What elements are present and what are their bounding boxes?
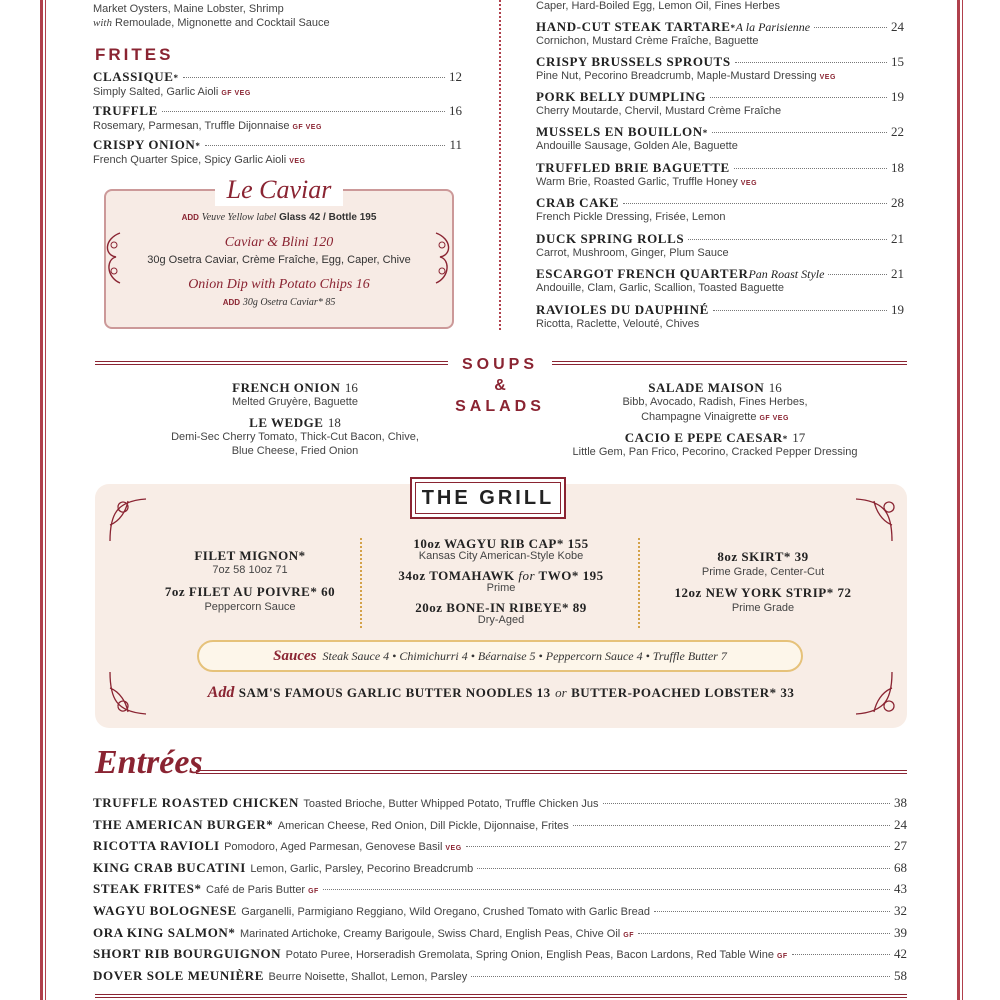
appetizer-desc: Andouille Sausage, Golden Ale, Baguette (536, 140, 738, 152)
grill-skirt-desc: Prime Grade, Center-Cut (701, 566, 825, 578)
caviar-title: Le Caviar (226, 175, 332, 204)
frites-desc-classique: Simply Salted, Garlic Aioli GF VEG (93, 86, 251, 98)
corner-flourish-icon (846, 495, 896, 545)
grill-add-line: Add SAM'S FAMOUS GARLIC BUTTER NOODLES 13 or BUTTER-POACHED LOBSTER* 33 (207, 684, 795, 701)
grill-divider-left (360, 538, 362, 628)
appetizer-item: DUCK SPRING ROLLS 21 (536, 231, 904, 246)
corner-flourish-icon (106, 495, 156, 545)
right-top-desc: Caper, Hard-Boiled Egg, Lemon Oil, Fines Herbes (536, 0, 780, 12)
appetizer-item: CRISPY BRUSSELS SPROUTS 15 (536, 54, 904, 69)
appetizer-desc: Cornichon, Mustard Crème Fraîche, Baguette (536, 35, 759, 47)
grill-tomahawk-desc: Prime (486, 582, 516, 594)
entrees-title: Entrées (95, 744, 203, 781)
appetizer-desc: Warm Brie, Roasted Garlic, Truffle Honey VEG (536, 176, 758, 188)
salad-le-wedge-desc1: Demi-Sec Cherry Tomato, Thick-Cut Bacon, Chive, (171, 431, 419, 443)
soups-title: SOUPS (461, 356, 538, 373)
salad-caesar-desc: Little Gem, Pan Frico, Pecorino, Cracked Pepper Dressing (572, 446, 858, 458)
grill-wagyu-desc: Kansas City American-Style Kobe (418, 550, 584, 562)
caviar-blini-desc: 30g Osetra Caviar, Crème Fraîche, Egg, Caper, Chive (147, 254, 411, 266)
grill-poivre-name: 7oz FILET AU POIVRE* 60 (164, 584, 336, 599)
entree-item: WAGYU BOLOGNESE Garganelli, Parmigiano Reggiano, Wild Oregano, Crushed Tomato with Garlic Bread 32 (93, 903, 907, 918)
entree-item: STEAK FRITES* Café de Paris Butter GF 43 (93, 881, 907, 897)
raw-bar-desc-line1: Market Oysters, Maine Lobster, Shrimp (93, 3, 284, 15)
appetizer-item: TRUFFLED BRIE BAGUETTE 18 (536, 160, 904, 175)
raw-bar-desc-line2: with Remoulade, Mignonette and Cocktail Sauce (93, 17, 330, 29)
grill-skirt-name: 8oz SKIRT* 39 (717, 549, 809, 564)
sauces-box: Sauces Steak Sauce 4 • Chimichurri 4 • Béarnaise 5 • Peppercorn Sauce 4 • Truffle Butter 7 (197, 640, 803, 672)
appetizer-item: HAND-CUT STEAK TARTARE * A la Parisienne 24 (536, 19, 904, 34)
entree-item: RICOTTA RAVIOLI Pomodoro, Aged Parmesan, Genovese Basil VEG 27 (93, 838, 907, 854)
salad-le-wedge: LE WEDGE 18 (249, 415, 341, 430)
appetizer-desc: Andouille, Clam, Garlic, Scallion, Toasted Baguette (536, 282, 785, 294)
onion-dip-add: ADD 30g Osetra Caviar* 85 (222, 297, 336, 308)
frites-item-crispy-onion: CRISPY ONION * 11 (93, 137, 462, 152)
appetizer-desc: Ricotta, Raclette, Velouté, Chives (536, 318, 700, 330)
appetizer-item: ESCARGOT FRENCH QUARTER Pan Roast Style 21 (536, 266, 904, 281)
appetizer-desc: Pine Nut, Pecorino Breadcrumb, Maple-Mustard Dressing VEG (536, 70, 836, 82)
salad-le-wedge-desc2: Blue Cheese, Fried Onion (231, 445, 359, 457)
appetizer-item: RAVIOLES DU DAUPHINÉ 19 (536, 302, 904, 317)
appetizer-item: MUSSELS EN BOUILLON * 22 (536, 124, 904, 139)
caviar-add-line: ADD Veuve Yellow label Glass 42 / Bottle 195 (181, 212, 377, 223)
entrees-rule (196, 770, 907, 774)
appetizer-desc: Cherry Moutarde, Chervil, Mustard Crème Fraîche (536, 105, 782, 117)
grill-title-box (410, 477, 566, 519)
soups-amp: & (494, 377, 506, 394)
entree-item: ORA KING SALMON* Marinated Artichoke, Creamy Barigoule, Swiss Chard, English Peas, Chive Oil GF 39 (93, 924, 907, 940)
entree-item: THE AMERICAN BURGER* American Cheese, Red Onion, Dill Pickle, Dijonnaise, Frites 24 (93, 816, 907, 832)
soups-rule-right (552, 361, 907, 365)
grill-divider-right (638, 538, 640, 628)
caviar-blini-name: Caviar & Blini 120 (224, 235, 334, 250)
salad-maison-desc1: Bibb, Avocado, Radish, Fines Herbes, (622, 396, 808, 408)
grill-ribeye-desc: Dry-Aged (477, 614, 525, 626)
entree-item: DOVER SOLE MEUNIÈRE Beurre Noisette, Shallot, Lemon, Parsley 58 (93, 967, 907, 983)
grill-wagyu-name: 10oz WAGYU RIB CAP* 155 (413, 536, 589, 551)
grill-nystrip-name: 12oz NEW YORK STRIP* 72 (674, 585, 852, 600)
soups-rule-left (95, 361, 448, 365)
salad-maison: SALADE MAISON 16 (648, 380, 782, 395)
salads-title: SALADS (455, 398, 545, 415)
frites-item-truffle: TRUFFLE 16 (93, 103, 462, 118)
caviar-title-plate (215, 174, 343, 206)
soup-french-onion: FRENCH ONION 16 (232, 380, 358, 395)
entree-item: TRUFFLE ROASTED CHICKEN Toasted Brioche, Butter Whipped Potato, Truffle Chicken Jus 38 (93, 795, 907, 810)
grill-filet-name: FILET MIGNON* (194, 548, 306, 563)
grill-nystrip-desc: Prime Grade (731, 602, 795, 614)
soup-french-onion-desc: Melted Gruyère, Baguette (232, 396, 358, 408)
frites-desc-crispy-onion: French Quarter Spice, Spicy Garlic Aioli VEG (93, 154, 306, 166)
grill-filet-sizes: 7oz 58 10oz 71 (212, 564, 288, 576)
appetizer-item: CRAB CAKE 28 (536, 195, 904, 210)
frites-desc-truffle: Rosemary, Parmesan, Truffle Dijonnaise GF VEG (93, 120, 322, 132)
grill-tomahawk-name: 34oz TOMAHAWK for TWO* 195 (398, 568, 604, 583)
salad-maison-desc2: Champagne Vinaigrette GF VEG (641, 411, 789, 423)
bottom-rule (95, 994, 907, 998)
entree-item: SHORT RIB BOURGUIGNON Potato Puree, Horseradish Gremolata, Spring Onion, English Peas, Bacon Lardons, Red Table Wine GF 42 (93, 946, 907, 962)
frites-item-classique: CLASSIQUE * 12 (93, 69, 462, 84)
entree-item: KING CRAB BUCATINI Lemon, Garlic, Parsley, Pecorino Breadcrumb 68 (93, 859, 907, 875)
right-border (957, 0, 960, 1000)
grill-title: THE GRILL (415, 482, 561, 514)
left-border (40, 0, 43, 1000)
appetizer-desc: Carrot, Mushroom, Ginger, Plum Sauce (536, 247, 729, 259)
salad-caesar: CACIO E PEPE CAESAR* 17 (624, 430, 806, 445)
grill-ribeye-name: 20oz BONE-IN RIBEYE* 89 (415, 600, 587, 615)
onion-dip-name: Onion Dip with Potato Chips 16 (188, 277, 370, 292)
appetizer-item: PORK BELLY DUMPLING 19 (536, 89, 904, 104)
frites-title: FRITES (95, 45, 174, 64)
column-divider (499, 0, 501, 330)
appetizer-desc: French Pickle Dressing, Frisée, Lemon (536, 211, 726, 223)
grill-poivre-desc: Peppercorn Sauce (204, 601, 296, 613)
